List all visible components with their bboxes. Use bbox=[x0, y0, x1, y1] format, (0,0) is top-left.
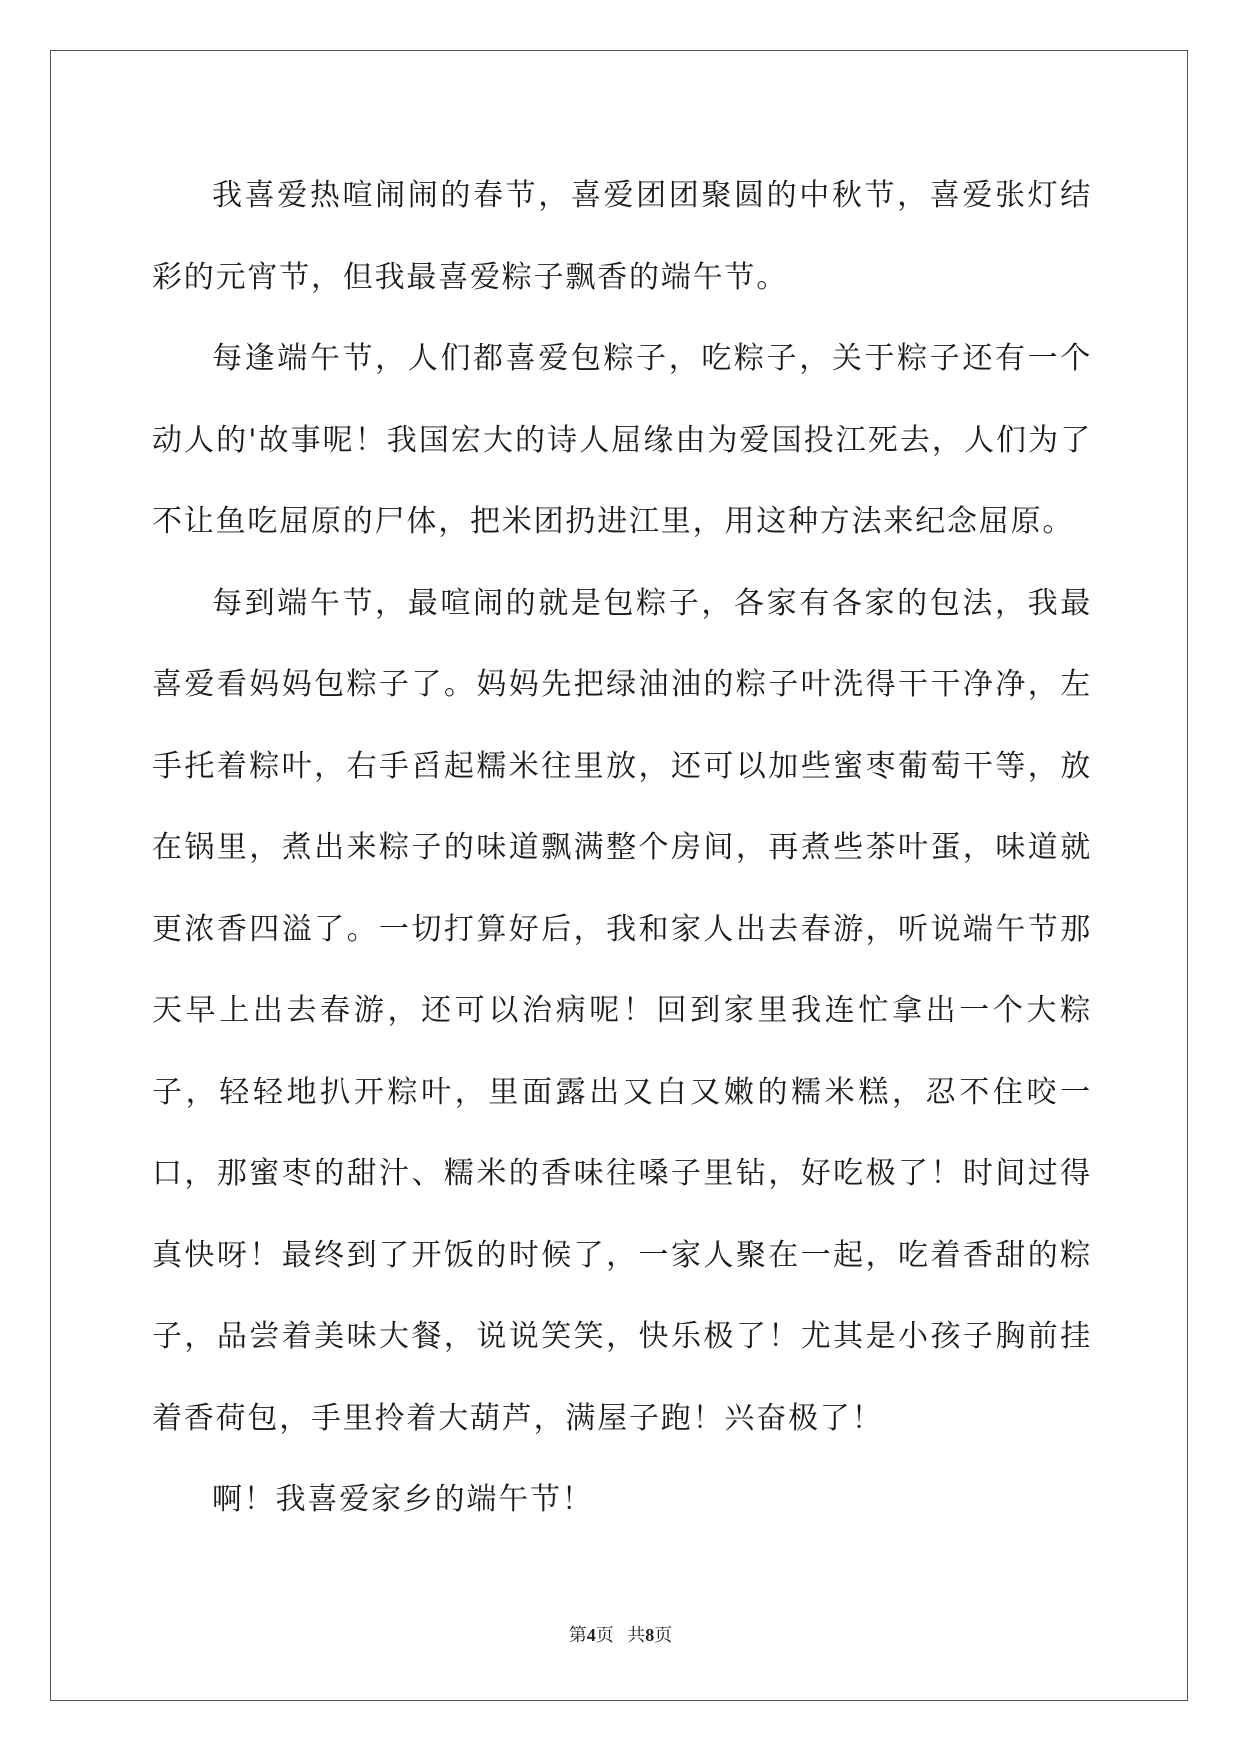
page-word: 页 bbox=[595, 1625, 614, 1645]
current-page-number: 4 bbox=[586, 1625, 596, 1645]
paragraph-1: 我喜爱热喧闹闹的春节，喜爱团团聚圆的中秋节，喜爱张灯结彩的元宵节，但我最喜爱粽子飘香的端午节。 bbox=[152, 178, 1092, 295]
total-prefix: 共 bbox=[627, 1625, 646, 1645]
total-pages-number: 8 bbox=[645, 1625, 655, 1645]
document-body bbox=[152, 155, 1092, 1541]
page-prefix: 第 bbox=[568, 1625, 587, 1645]
page-footer bbox=[0, 1621, 1241, 1647]
paragraph-4: 啊！我喜爱家乡的端午节！ bbox=[212, 1482, 594, 1517]
total-suffix: 页 bbox=[654, 1625, 673, 1645]
paragraph-3: 每到端午节，最喧闹的就是包粽子，各家有各家的包法，我最喜爱看妈妈包粽子了。妈妈先把绿油油的粽子叶洗得干干净净，左手托着粽叶，右手舀起糯米往里放，还可以加些蜜枣葡萄干等，放在锅里，煮出来粽子的味道飘满整个房间，再煮些茶叶蛋，味道就更浓香四溢了。一切打算好后，我和家人出去春游，听说端午节那天早上出去春游，还可以治病呢！回到家里我连忙拿出一个大粽子，轻轻地扒开粽叶，里面露出又白又嫩的糯米糕，忍不住咬一口，那蜜枣的甜汁、糯米的香味往嗓子里钻，好吃极了！时间过得真快呀！最终到了开饭的时候了，一家人聚在一起，吃着香甜的粽子，品尝着美味大餐，说说笑笑，快乐极了！尤其是小孩子胸前挂着香荷包，手里拎着大葫芦，满屋子跑！兴奋极了！ bbox=[152, 585, 1092, 1436]
paragraph-2: 每逢端午节，人们都喜爱包粽子，吃粽子，关于粽子还有一个动人的'故事呢！我国宏大的诗人屈缘由为爱国投江死去，人们为了不让鱼吃屈原的尸体，把米团扔进江里，用这种方法来纪念屈原。 bbox=[152, 341, 1092, 539]
